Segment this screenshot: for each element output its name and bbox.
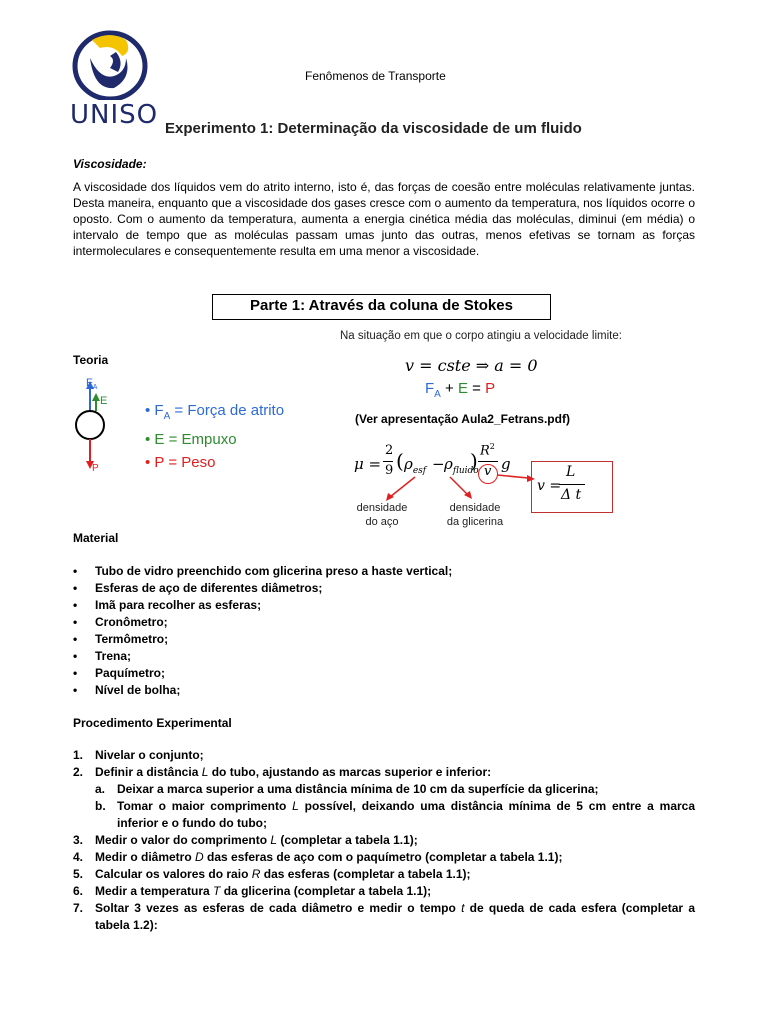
material-item: • Nível de bolha;	[73, 682, 695, 699]
sphere	[76, 411, 104, 439]
label-densidade-aco: densidade do aço	[356, 502, 408, 528]
formula-minus: −	[432, 455, 445, 473]
diagram-label-fa: $F_A$	[86, 377, 98, 392]
material-item: • Cronômetro;	[73, 614, 695, 631]
situacao-text: Na situação em que o corpo atingiu a velocidade limite:	[340, 330, 622, 342]
velocity-box-dt: Δ t	[561, 487, 582, 503]
procedimento-list	[73, 747, 695, 934]
formula-two: 2	[385, 443, 394, 458]
ver-apresentacao: (Ver apresentação Aula2_Fetrans.pdf)	[355, 412, 570, 426]
legend-fa: • $F_A$ = Força de atrito	[145, 402, 285, 422]
step-item: 2. Definir a distância L do tubo, ajustando as marcas superior e inferior:	[73, 765, 492, 779]
material-item: • Esferas de aço de diferentes diâmetros;	[73, 580, 695, 597]
force-diagram	[70, 375, 130, 475]
velocity-box-frac-line	[559, 484, 585, 485]
step-subitem: a. Deixar a marca superior a uma distância mínima de 10 cm da superfície da glicerina;	[95, 782, 599, 796]
formula-frac-line	[383, 461, 393, 462]
page-title: Experimento 1: Determinação da viscosidade de um fluido	[165, 120, 582, 137]
step-item: 6. Medir a temperatura T da glicerina (completar a tabela 1.1);	[73, 884, 432, 898]
formula-v: v	[484, 464, 492, 479]
step-item: 4. Medir o diâmetro D das esferas de aço com o paquímetro (completar a tabela 1.1);	[73, 850, 563, 864]
uniso-logo	[70, 28, 150, 100]
uniso-logo-mark	[70, 28, 150, 100]
material-item: • Paquímetro;	[73, 665, 695, 682]
step-item: 5. Calcular os valores do raio R das esferas (completar a tabela 1.1);	[73, 867, 471, 881]
legend-e: • E = Empuxo	[145, 431, 237, 448]
formula-g: g	[501, 455, 511, 473]
material-heading: Material	[73, 531, 119, 545]
section-viscosidade-heading: Viscosidade:	[73, 157, 147, 171]
parte1-title-box: Parte 1: Através da coluna de Stokes	[212, 294, 551, 320]
formula-mu: μ =	[354, 455, 382, 473]
legend-p: • P = Peso	[145, 454, 216, 471]
velocity-box-v: v =	[537, 478, 562, 494]
step-item: 1. Nivelar o conjunto;	[73, 748, 204, 762]
label-densidade-glicerina: densidade da glicerina	[446, 502, 504, 528]
course-name: Fenômenos de Transporte	[305, 69, 446, 83]
step-item: 3. Medir o valor do comprimento L (completar a tabela 1.1);	[73, 833, 418, 847]
velocity-box-l: L	[566, 464, 576, 480]
formula-paren-close: )	[470, 449, 478, 473]
material-item: • Imã para recolher as esferas;	[73, 597, 695, 614]
diagram-label-p: P	[92, 463, 99, 474]
teoria-heading: Teoria	[73, 353, 109, 367]
formula-r2: $R^2$	[480, 442, 495, 459]
diagram-label-e: E	[100, 395, 108, 407]
material-item: • Tubo de vidro preenchido com glicerina preso a haste vertical;	[73, 563, 695, 580]
material-item: • Termômetro;	[73, 631, 695, 648]
formula-rho-fluido: $\rho_{fluido}$	[444, 455, 479, 476]
step-subitem: b. Tomar o maior comprimento L possível, deixando uma distância mínima de 5 cm entre a marca inferior e o fundo do tubo;	[95, 799, 696, 830]
formula-frac-line-2	[478, 461, 498, 462]
formula-rho-esf: $\rho_{esf}$	[404, 455, 427, 476]
velocity-equation: v = cste ⇒ a = 0	[405, 356, 538, 375]
formula-arrows	[360, 465, 540, 505]
viscosidade-paragraph: A viscosidade dos líquidos vem do atrito interno, isto é, das forças de coesão entre moléculas relativamente juntas. Desta maneira, enquanto que a viscosidade dos gases cresce com o aumento da temperatura, nos líquidos ocorre o oposto. Com o aumento da temperatura, aumenta a energia cinética média das moléculas, diminui (em média) o intervalo de tempo que as moléculas passam umas junto das outras, menos efetivas se tornam as forças intermoleculares e consequentemente resulta em uma menor a viscosidade.	[73, 180, 695, 258]
formula-nine: 9	[385, 463, 394, 478]
force-balance: $F_A + E = P$	[425, 380, 496, 400]
logo-text: UNISO	[70, 100, 159, 130]
material-list	[73, 563, 695, 699]
formula-paren-open: (	[396, 449, 404, 473]
force-legend	[145, 399, 284, 474]
material-item: • Trena;	[73, 648, 695, 665]
step-item: 7. Soltar 3 vezes as esferas de cada diâmetro e medir o tempo t de queda de cada esfera (completar a tabela 1.2):	[73, 901, 695, 932]
procedimento-heading: Procedimento Experimental	[73, 716, 232, 730]
